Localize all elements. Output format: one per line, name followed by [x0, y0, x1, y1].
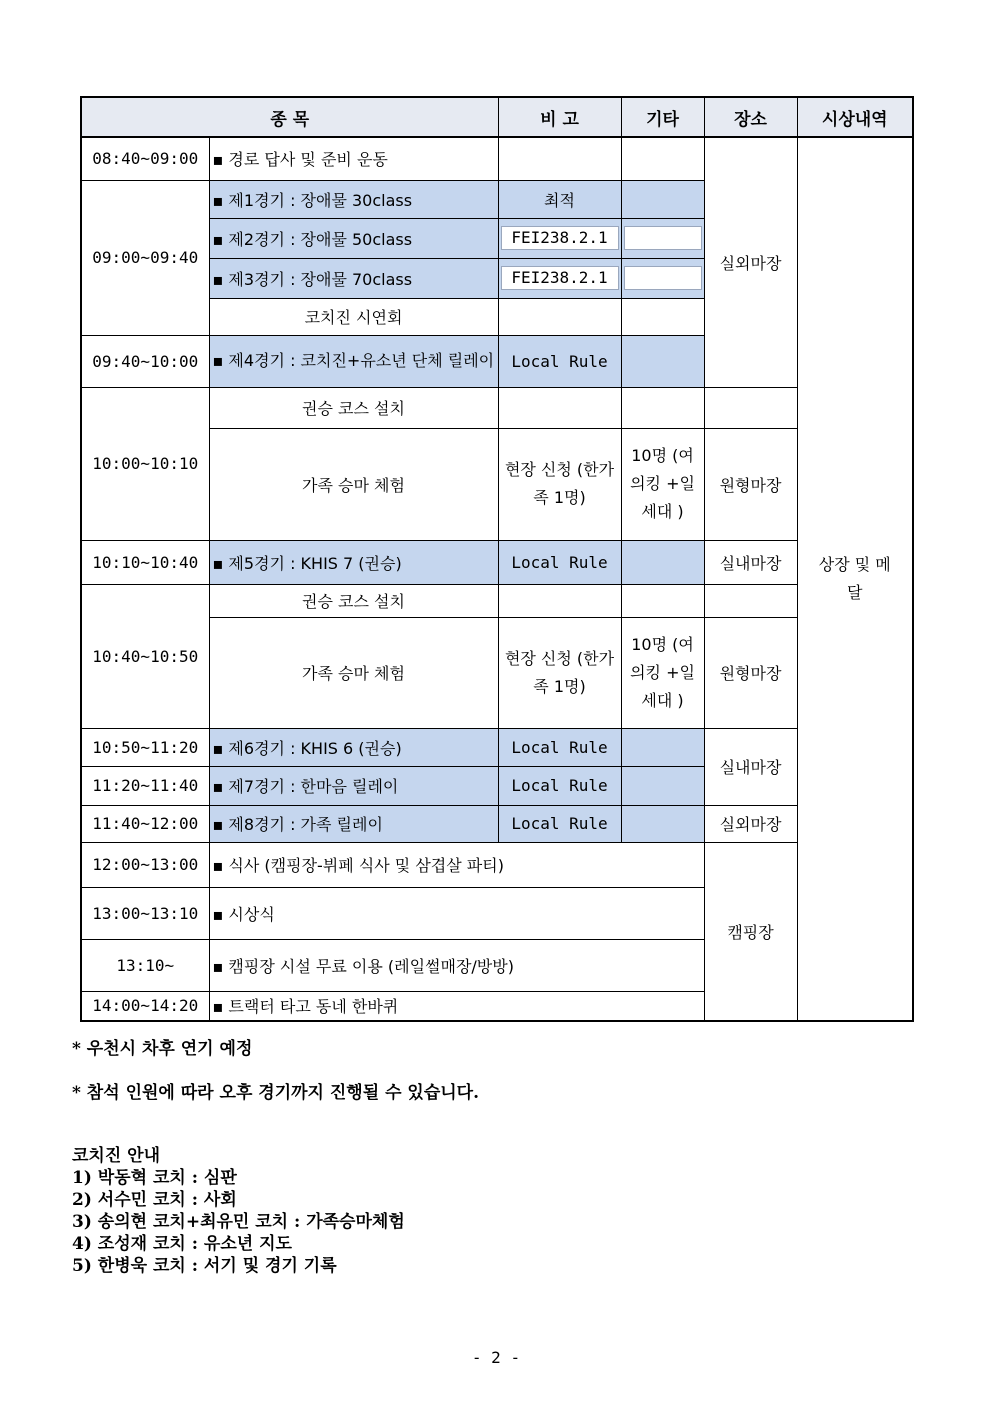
- event-cell: ▪ 제7경기 : 한마음 릴레이: [209, 766, 498, 805]
- award-text: 상장 및 메달: [818, 555, 891, 602]
- etc-cell: [621, 218, 704, 258]
- event-cell: ▪ 제8경기 : 가족 릴레이: [209, 805, 498, 842]
- note-cell: [498, 584, 621, 617]
- etc-cell: [621, 387, 704, 428]
- place-cell: [704, 387, 797, 428]
- note-cell: [498, 258, 621, 298]
- header-event: 종 목: [81, 97, 498, 137]
- note-value: FEI238.2.1: [501, 226, 619, 250]
- time-cell: 10:10~10:40: [81, 540, 209, 584]
- event-cell: 권승 코스 설치: [209, 584, 498, 617]
- event-cell: ▪ 시상식: [209, 887, 704, 939]
- header-note: 비 고: [498, 97, 621, 137]
- event-cell: ▪ 경로 답사 및 준비 운동: [209, 137, 498, 180]
- etc-cell: [621, 584, 704, 617]
- coach-section: [72, 1145, 405, 1277]
- etc-cell: [621, 617, 704, 728]
- header-place: 장소: [704, 97, 797, 137]
- note-rain: * 우천시 차후 연기 예정: [72, 1039, 253, 1059]
- event-cell: 코치진 시연회: [209, 298, 498, 335]
- coach-item: 2) 서수민 코치 : 사회: [72, 1190, 237, 1210]
- note-attendance: * 참석 인원에 따라 오후 경기까지 진행될 수 있습니다.: [72, 1083, 480, 1103]
- event-cell: 가족 승마 체험: [209, 617, 498, 728]
- place-cell: 실내마장: [704, 728, 797, 805]
- etc-cell: [621, 137, 704, 180]
- award-cell: [797, 137, 913, 1021]
- place-cell: 실외마장: [704, 137, 797, 387]
- note-cell: 최적: [498, 180, 621, 218]
- note-cell: Local Rule: [498, 805, 621, 842]
- etc-cell: [621, 298, 704, 335]
- note-value: 현장 신청 (한가족 1명): [504, 648, 615, 696]
- table-row: [81, 728, 913, 766]
- time-cell: 13:00~13:10: [81, 887, 209, 939]
- event-cell: ▪ 제3경기 : 장애물 70class: [209, 258, 498, 298]
- table-row: [81, 842, 913, 887]
- note-cell: [498, 617, 621, 728]
- time-cell: 12:00~13:00: [81, 842, 209, 887]
- table-row: [81, 387, 913, 428]
- etc-cell: [621, 728, 704, 766]
- table-row: [81, 805, 913, 842]
- note-cell: [498, 218, 621, 258]
- etc-cell: [621, 428, 704, 540]
- event-cell: ▪ 제5경기 : KHIS 7 (권승): [209, 540, 498, 584]
- etc-value-box: [624, 226, 702, 250]
- note-cell: [498, 428, 621, 540]
- etc-value: 10명 (여의킹 +일세대 ): [630, 446, 695, 521]
- table-row: [81, 584, 913, 617]
- event-cell: ▪ 캠핑장 시설 무료 이용 (레일썰매장/방방): [209, 939, 704, 991]
- note-cell: Local Rule: [498, 540, 621, 584]
- time-cell: 11:20~11:40: [81, 766, 209, 805]
- note-cell: [498, 137, 621, 180]
- event-cell: 가족 승마 체험: [209, 428, 498, 540]
- event-cell: ▪ 제1경기 : 장애물 30class: [209, 180, 498, 218]
- time-cell: 09:00~09:40: [81, 180, 209, 335]
- place-cell: 캠핑장: [704, 842, 797, 1021]
- time-cell: 13:10~: [81, 939, 209, 991]
- event-cell: ▪ 제4경기 : 코치진+유소년 단체 릴레이: [209, 335, 498, 387]
- note-cell: Local Rule: [498, 766, 621, 805]
- header-award: 시상내역: [797, 97, 913, 137]
- time-cell: 10:00~10:10: [81, 387, 209, 540]
- etc-cell: [621, 180, 704, 218]
- etc-value-box: [624, 266, 702, 290]
- place-cell: 원형마장: [704, 617, 797, 728]
- time-cell: 08:40~09:00: [81, 137, 209, 180]
- note-cell: [498, 387, 621, 428]
- coach-item: 4) 조성재 코치 : 유소년 지도: [72, 1234, 292, 1254]
- page-number: - 2 -: [471, 1348, 521, 1367]
- note-value: 현장 신청 (한가족 1명): [504, 460, 615, 507]
- table-header-row: [81, 97, 913, 137]
- event-cell: ▪ 식사 (캠핑장-뷔페 식사 및 삼겹살 파티): [209, 842, 704, 887]
- etc-cell: [621, 540, 704, 584]
- time-cell: 10:40~10:50: [81, 584, 209, 728]
- place-cell: [704, 584, 797, 617]
- table-row: [81, 137, 913, 180]
- coach-item: 3) 송의현 코치+최유민 코치 : 가족승마체험: [72, 1212, 405, 1232]
- note-value: FEI238.2.1: [501, 266, 619, 290]
- etc-cell: [621, 766, 704, 805]
- place-cell: 실외마장: [704, 805, 797, 842]
- time-cell: 11:40~12:00: [81, 805, 209, 842]
- coach-title: 코치진 안내: [72, 1146, 161, 1166]
- time-cell: 09:40~10:00: [81, 335, 209, 387]
- header-etc: 기타: [621, 97, 704, 137]
- place-cell: 원형마장: [704, 428, 797, 540]
- note-cell: Local Rule: [498, 335, 621, 387]
- schedule-table: [80, 96, 914, 1022]
- event-cell: ▪ 제2경기 : 장애물 50class: [209, 218, 498, 258]
- coach-item: 5) 한병욱 코치 : 서기 및 경기 기록: [72, 1256, 337, 1276]
- etc-value: 10명 (여의킹 +일세대 ): [630, 634, 695, 710]
- event-cell: ▪ 트랙터 타고 동네 한바퀴: [209, 991, 704, 1021]
- note-cell: [498, 298, 621, 335]
- coach-item: 1) 박동혁 코치 : 심판: [72, 1168, 237, 1188]
- etc-cell: [621, 258, 704, 298]
- note-cell: Local Rule: [498, 728, 621, 766]
- event-cell: ▪ 제6경기 : KHIS 6 (권승): [209, 728, 498, 766]
- time-cell: 10:50~11:20: [81, 728, 209, 766]
- table-row: [81, 540, 913, 584]
- place-cell: 실내마장: [704, 540, 797, 584]
- time-cell: 14:00~14:20: [81, 991, 209, 1021]
- event-cell: 권승 코스 설치: [209, 387, 498, 428]
- etc-cell: [621, 335, 704, 387]
- etc-cell: [621, 805, 704, 842]
